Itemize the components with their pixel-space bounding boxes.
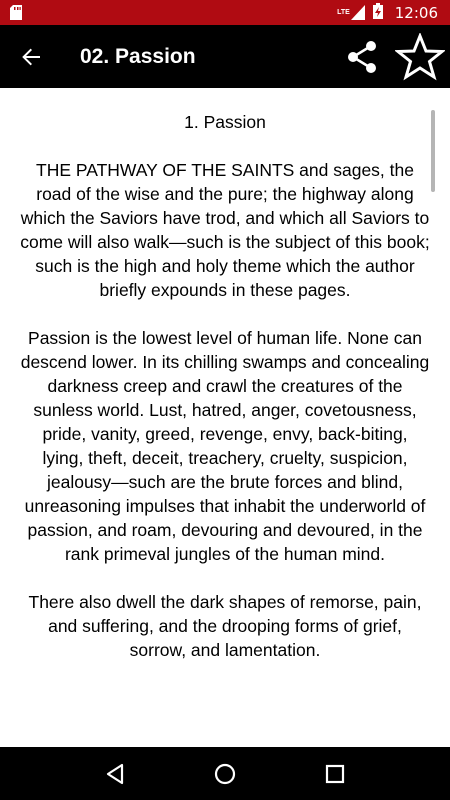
nav-home-button[interactable] [205, 754, 245, 794]
arrow-back-icon [21, 47, 41, 67]
battery-charging-icon [373, 3, 383, 23]
paragraph-3: There also dwell the dark shapes of remorse, pain, and suffering, and the drooping forms of grief, sorrow, and lamentation. [28, 592, 422, 660]
chapter-heading: 1. Passion [184, 112, 266, 132]
app-bar [0, 25, 450, 88]
chapter-content[interactable] [0, 88, 450, 693]
share-button[interactable] [334, 25, 390, 88]
nav-recents-button[interactable] [315, 754, 355, 794]
sd-card-icon [10, 5, 22, 24]
star-outline-icon [395, 33, 445, 81]
network-label: LTE [337, 9, 350, 16]
paragraph-2: Passion is the lowest level of human life. None can descend lower. In its chilling swamps and concealing darkness creep and crawl the creatures of the sunless world. Lust, hatred, anger, covetousness, pride, vanity, greed, revenge, envy, back-biting, lying, theft, deceit, treachery, cruelty, suspicion, jealousy—such are the brute forces and blind, unreasoning impulses that inhabit the underworld of passion, and roam, devouring and devoured, in the rank primeval jungles of the human mind. [20, 328, 430, 564]
lte-signal-icon [337, 5, 365, 20]
system-nav-bar [0, 747, 450, 800]
back-triangle-icon [105, 763, 125, 785]
status-time: 12:06 [394, 3, 438, 22]
back-button[interactable] [0, 25, 62, 88]
nav-back-button[interactable] [95, 754, 135, 794]
paragraph-1: THE PATHWAY OF THE SAINTS and sages, the road of the wise and the pure; the highway along which the Saviors have trod, and which all Saviors to come will also walk—such is the subject of this book; such is the high and holy theme which the author briefly expounds in these pages. [20, 160, 430, 300]
home-circle-icon [214, 763, 236, 785]
page-title: 02. Passion [80, 44, 196, 68]
recents-square-icon [325, 764, 345, 784]
favorite-button[interactable] [390, 25, 450, 88]
share-icon [346, 40, 378, 74]
status-bar [0, 0, 450, 25]
scrollbar[interactable] [431, 110, 435, 192]
